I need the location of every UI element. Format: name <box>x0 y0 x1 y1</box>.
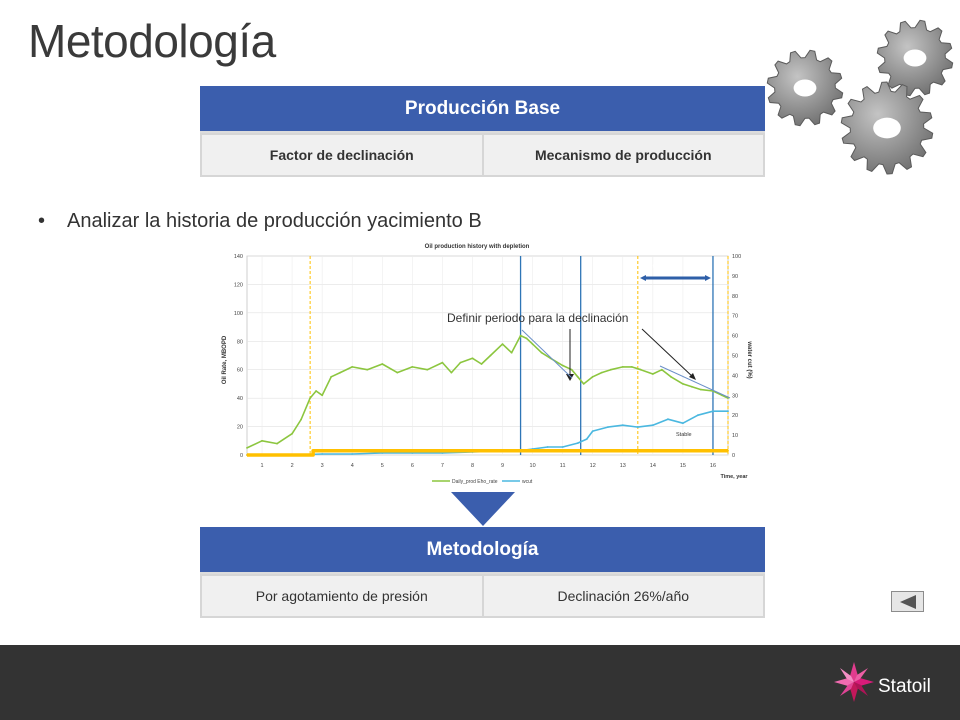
gears-icon <box>760 10 960 190</box>
series-wcut-point <box>321 453 323 455</box>
x-tick-label: 7 <box>440 463 444 469</box>
gear-hole <box>873 118 901 139</box>
series-oil-rate-point <box>309 397 311 399</box>
series-wcut-point <box>577 442 579 444</box>
y-tick-label: 20 <box>236 424 243 431</box>
series-oil-rate-point <box>261 440 263 442</box>
y-tick-label: 80 <box>236 339 243 346</box>
legend-label-oil: Daily_prod Eho_rate <box>452 479 498 485</box>
bullet-marker: • <box>38 210 46 232</box>
series-oil-rate-point <box>682 383 684 385</box>
x-tick-label: 16 <box>709 463 717 469</box>
series-oil-rate-point <box>520 335 522 337</box>
series-depletion-point <box>312 450 314 452</box>
decline-callout: Definir periodo para la declinación <box>447 311 629 325</box>
gear-hole <box>904 49 927 66</box>
statoil-wordmark: Statoil <box>878 676 931 697</box>
series-wcut-point <box>667 418 669 420</box>
y2-tick-label: 90 <box>732 273 739 280</box>
series-oil-rate-point <box>460 362 462 364</box>
pressure-depletion-cell: Por agotamiento de presión <box>200 574 484 618</box>
production-base-header: Producción Base <box>200 86 765 133</box>
x-tick-label: 2 <box>290 463 294 469</box>
series-oil-rate-point <box>276 443 278 445</box>
x-tick-label: 1 <box>260 463 264 469</box>
y-tick-label: 140 <box>233 254 243 260</box>
series-oil-rate-point <box>640 369 642 371</box>
series-wcut-point <box>622 424 624 426</box>
x-tick-label: 15 <box>679 463 686 469</box>
series-wcut-point <box>682 422 684 424</box>
series-oil-rate-point <box>610 369 612 371</box>
y2-tick-label: 100 <box>732 254 742 260</box>
series-oil-rate-point <box>300 419 302 421</box>
series-wcut-point <box>727 410 729 412</box>
x-tick-label: 14 <box>649 463 656 469</box>
methodology-header: Metodología <box>200 527 765 574</box>
series-oil-rate-point <box>577 376 579 378</box>
series-oil-rate-point <box>490 355 492 357</box>
x-tick-label: 9 <box>501 463 505 469</box>
series-wcut-point <box>586 438 588 440</box>
series-oil-rate-point <box>532 343 534 345</box>
series-oil-rate-point <box>315 390 317 392</box>
y2-tick-label: 60 <box>732 333 739 340</box>
series-oil-rate-point <box>451 372 453 374</box>
y2-tick-label: 10 <box>732 433 739 440</box>
back-button[interactable] <box>891 591 924 612</box>
gear-hole <box>794 79 817 96</box>
methodology-table <box>200 527 765 618</box>
series-oil-rate-point <box>670 376 672 378</box>
x-tick-label: 3 <box>320 463 324 469</box>
y2-tick-label: 40 <box>732 373 739 380</box>
down-arrow <box>451 492 515 526</box>
series-oil-rate-point <box>291 433 293 435</box>
y-tick-label: 120 <box>233 282 243 289</box>
decline-rate-cell: Declinación 26%/año <box>484 574 766 618</box>
footer-bar <box>0 645 960 720</box>
decline-factor-cell: Factor de declinación <box>200 133 484 177</box>
stable-label-bottom: Stable <box>676 432 692 438</box>
y-tick-label: 60 <box>236 367 243 374</box>
series-oil-rate-point <box>321 394 323 396</box>
statoil-star-icon <box>834 660 874 704</box>
y2-tick-label: 0 <box>732 453 736 459</box>
series-oil-rate-point <box>481 363 483 365</box>
back-arrow-icon <box>900 595 916 609</box>
series-oil-rate-point <box>700 389 702 391</box>
series-oil-rate-point <box>246 447 248 449</box>
series-oil-rate-point <box>381 363 383 365</box>
series-wcut-point <box>697 414 699 416</box>
stable-label-top: Stable <box>649 264 665 270</box>
x-tick-label: 4 <box>350 463 354 469</box>
series-oil-rate-point <box>526 338 528 340</box>
production-base-table <box>200 86 765 177</box>
series-wcut-point <box>607 426 609 428</box>
series-depletion-point <box>727 450 729 452</box>
x-axis-label: Time, year <box>720 474 748 480</box>
y2-tick-label: 20 <box>732 413 739 420</box>
series-oil-rate-point <box>339 372 341 374</box>
series-oil-rate-point <box>661 369 663 371</box>
x-tick-label: 12 <box>589 463 596 469</box>
series-oil-rate-point <box>691 386 693 388</box>
bullet-item <box>38 210 482 233</box>
slide-title: Metodología <box>28 15 276 67</box>
series-oil-rate-point <box>396 372 398 374</box>
production-mechanism-cell: Mecanismo de producción <box>484 133 766 177</box>
series-oil-rate-point <box>652 373 654 375</box>
y2-tick-label: 80 <box>732 293 739 300</box>
legend-label-wcut: wcut <box>522 479 533 485</box>
statoil-logo <box>834 660 931 704</box>
bullet-text: Analizar la historia de producción yacimiento B <box>67 210 482 232</box>
x-tick-label: 10 <box>529 463 536 469</box>
series-oil-rate-point <box>427 369 429 371</box>
y-tick-label: 40 <box>236 396 243 403</box>
y-axis-label: Oil Rate, MBOPD <box>222 335 228 385</box>
series-oil-rate-point <box>562 365 564 367</box>
series-oil-rate-point <box>351 366 353 368</box>
x-tick-label: 5 <box>380 463 384 469</box>
series-oil-rate-point <box>541 352 543 354</box>
series-wcut-point <box>637 426 639 428</box>
y-tick-label: 100 <box>233 310 243 317</box>
series-oil-rate-point <box>472 357 474 359</box>
series-oil-rate-point <box>622 366 624 368</box>
series-oil-rate-point <box>502 343 504 345</box>
series-oil-rate-point <box>583 383 585 385</box>
series-wcut-point <box>592 430 594 432</box>
y2-tick-label: 70 <box>732 313 739 320</box>
y2-axis-label: water cut (%) <box>746 341 752 379</box>
series-depletion-point <box>312 454 314 456</box>
series-oil-rate-point <box>511 352 513 354</box>
chart-svg <box>200 238 768 488</box>
series-oil-rate-point <box>442 362 444 364</box>
series-wcut-point <box>562 446 564 448</box>
x-tick-label: 8 <box>470 463 474 469</box>
series-wcut-point <box>712 410 714 412</box>
series-oil-rate-point <box>411 366 413 368</box>
x-tick-label: 6 <box>410 463 414 469</box>
series-depletion-point <box>246 454 248 456</box>
x-tick-label: 11 <box>559 463 566 469</box>
series-oil-rate-point <box>330 376 332 378</box>
chart-title: Oil production history with depletion <box>424 244 530 250</box>
series-oil-rate-point <box>571 369 573 371</box>
series-wcut-point <box>652 424 654 426</box>
y-tick-label: 0 <box>239 453 243 459</box>
series-oil-rate-point <box>592 376 594 378</box>
production-history-chart <box>200 238 768 488</box>
series-oil-rate-point <box>631 366 633 368</box>
series-oil-rate-point <box>366 369 368 371</box>
y2-tick-label: 50 <box>732 353 739 360</box>
y2-tick-label: 30 <box>732 393 739 400</box>
series-oil-rate-point <box>601 372 603 374</box>
series-wcut-point <box>351 453 353 455</box>
series-wcut-point <box>547 446 549 448</box>
x-tick-label: 13 <box>619 463 626 469</box>
